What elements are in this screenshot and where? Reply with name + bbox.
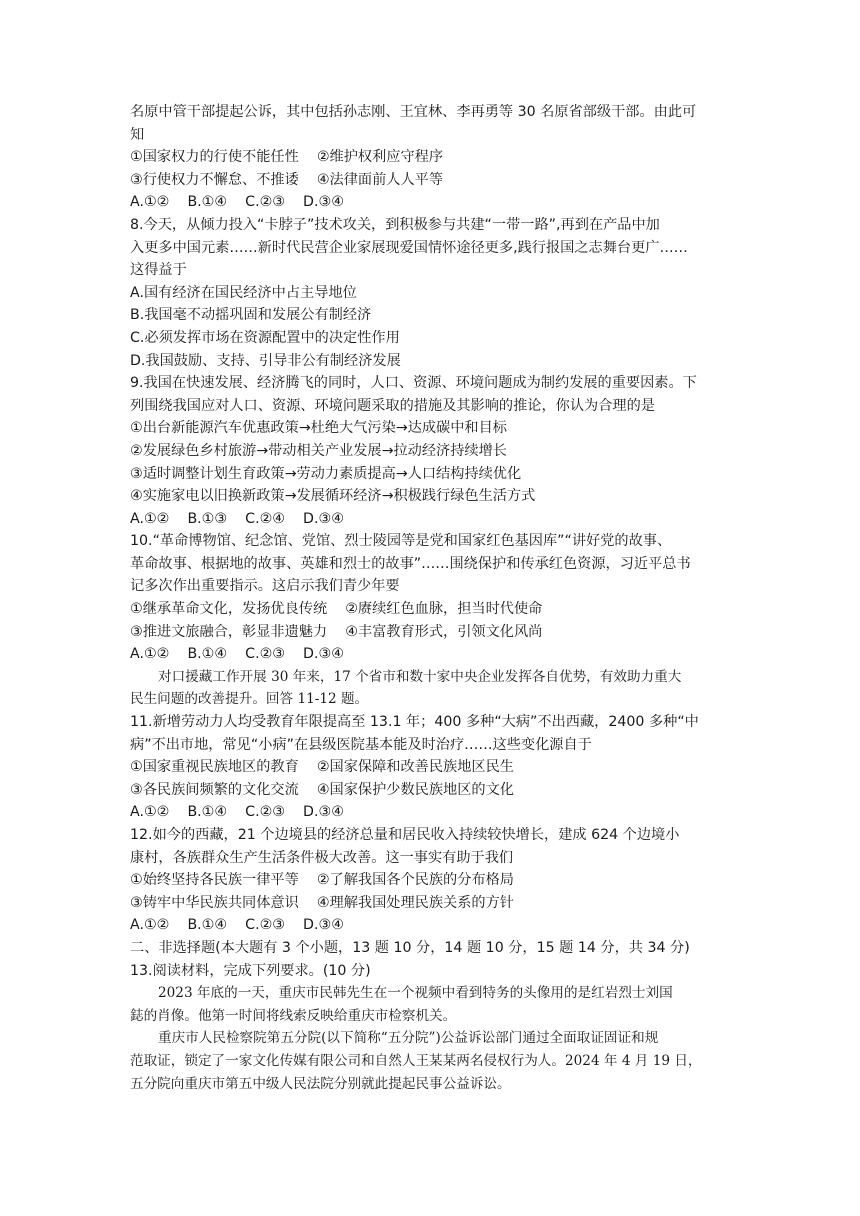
q11-answer-choices: A.①② B.①④ C.②③ D.③④ [130,804,344,821]
q13-para-2-line-2: 范取证，锁定了一家文化传媒有限公司和自然人王某某两名侵权行为人。2024 年 4 月 19 日， [130,1052,702,1069]
material-11-12 [130,666,730,711]
q11-stem-line-2: 病”不出市地，常见“小病”在县级医院基本能及时治疗……这些变化源自于 [130,736,592,753]
q8-option-b: B.我国毫不动摇巩固和发展公有制经济 [130,307,372,324]
q10-answer-choices: A.①② B.①④ C.②③ D.③④ [130,646,344,663]
q13-para-2-line-3: 五分院向重庆市第五中级人民法院分别就此提起民事公益诉讼。 [130,1075,511,1092]
exam-page [130,101,730,1095]
question-9 [130,372,730,530]
question-8 [130,214,730,372]
q12-stem-line-1: 12.如今的西藏，21 个边境县的经济总量和居民收入持续较快增长，建成 624 个边境小 [130,827,680,843]
q10-options-row-2: ③推进文旅融合，彰显非遗魅力 ④丰富教育形式，引领文化风尚 [130,623,543,640]
q11-stem-line-1: 11.新增劳动力人均受教育年限提高至 13.1 年；400 多种“大病”不出西藏，2400 多种“中 [130,714,699,731]
question-11 [130,711,730,824]
question-13 [130,960,730,1096]
q9-stem-line-2: 列围绕我国应对人口、资源、环境问题采取的措施及其影响的推论，你认为合理的是 [130,397,655,414]
material-line-2: 民生问题的改善提升。回答 11-12 题。 [130,691,369,708]
q8-option-c: C.必须发挥市场在资源配置中的决定性作用 [130,329,400,346]
q10-stem-line-2: 革命故事、根据地的故事、英雄和烈士的故事”……围绕保护和传承红色资源，习近平总书 [130,555,691,572]
q10-stem-line-1: 10.“革命博物馆、纪念馆、党馆、烈士陵园等是党和国家红色基因库”“讲好党的故事、 [130,533,672,550]
q8-stem-line-3: 这得益于 [130,262,187,279]
q9-answer-choices: A.①② B.①③ C.②④ D.③④ [130,510,344,527]
q7-options-row-1: ①国家权力的行使不能任性 ②维护权利应守程序 [130,149,444,166]
q9-option-1: ①出台新能源汽车优惠政策→杜绝大气污染→达成碳中和目标 [130,420,507,437]
q10-options-row-1: ①继承革命文化，发扬优良传统 ②赓续红色血脉，担当时代使命 [130,601,543,618]
q13-para-1-line-2: 鋕的肖像。他第一时间将线索反映给重庆市检察机关。 [130,1007,457,1024]
q10-stem-line-3: 记多次作出重要指示。这启示我们青少年要 [130,578,400,595]
question-10 [130,530,730,666]
q13-para-1-line-1: 2023 年底的一天，重庆市民韩先生在一个视频中看到特务的头像用的是红岩烈士刘国 [158,985,673,1002]
q8-stem-line-2: 入更多中国元素……新时代民营企业家展现爱国情怀途径更多,践行报国之志舞台更广…… [130,239,688,256]
q9-option-3: ③适时调整计划生育政策→劳动力素质提高→人口结构持续优化 [130,465,522,482]
q8-option-a: A.国有经济在国民经济中占主导地位 [130,284,357,301]
q13-para-2-line-1: 重庆市人民检察院第五分院(以下简称“五分院”)公益诉讼部门通过全面取证固证和规 [158,1030,659,1047]
q12-answer-choices: A.①② B.①④ C.②③ D.③④ [130,917,344,934]
q12-options-row-2: ③铸牢中华民族共同体意识 ④理解我国处理民族关系的方针 [130,894,514,911]
q9-stem-line-1: 9.我国在快速发展、经济腾飞的同时，人口、资源、环境问题成为制约发展的重要因素。下 [130,375,697,392]
q12-stem-line-2: 康村，各族群众生产生活条件极大改善。这一事实有助于我们 [130,849,514,866]
question-12 [130,824,730,937]
q11-options-row-2: ③各民族间频繁的文化交流 ④国家保护少数民族地区的文化 [130,781,514,798]
q9-option-2: ②发展绿色乡村旅游→带动相关产业发展→拉动经济持续增长 [130,442,507,459]
q9-option-4: ④实施家电以旧换新政策→发展循环经济→积极践行绿色生活方式 [130,488,536,505]
q7-options-row-2: ③行使权力不懈怠、不推诿 ④法律面前人人平等 [130,171,444,188]
q8-stem-line-1: 8.今天，从倾力投入“卡脖子”技术攻关，到积极参与共建“一带一路”,再到在产品中加 [130,216,660,233]
material-line-1: 对口援藏工作开展 30 年来，17 个省市和数十家中央企业发挥各自优势，有效助力重大 [158,668,682,685]
q7-stem-line-1: 名原中管干部提起公诉，其中包括孙志刚、王宜林、李再勇等 30 名原省部级干部。由此可 [130,104,697,120]
q11-options-row-1: ①国家重视民族地区的教育 ②国家保障和改善民族地区民生 [130,759,514,776]
question-7 [130,101,730,214]
q7-stem-line-2: 知 [130,126,145,143]
section-2-heading: 二、非选择题(本大题有 3 个小题，13 题 10 分，14 题 10 分，15 题 14 分，共 34 分) [130,939,690,956]
q7-answer-choices: A.①② B.①④ C.②③ D.③④ [130,194,344,211]
q13-stem: 13.阅读材料，完成下列要求。(10 分) [130,962,371,979]
q12-options-row-1: ①始终坚持各民族一律平等 ②了解我国各个民族的分布格局 [130,872,514,889]
q8-option-d: D.我国鼓励、支持、引导非公有制经济发展 [130,352,401,369]
